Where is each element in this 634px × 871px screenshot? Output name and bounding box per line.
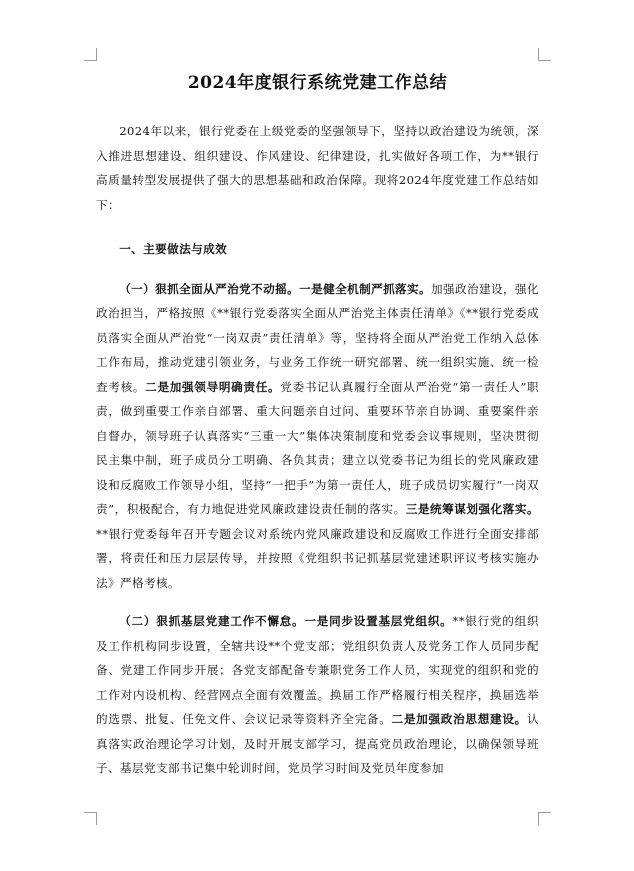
page-corner-mark-top-right	[538, 48, 551, 61]
section-1-sub-2: 二是加强领导明确责任。	[145, 379, 281, 394]
section-2-paragraph	[96, 609, 539, 781]
section-1-text-3: **银行党委每年召开专题会议对系统内党风廉政建设和反腐败工作进行全面安排部署，将责任和压力层层传导，并按照《党组织书记抓基层党建述职评议考核实施办法》严格考核。	[96, 526, 539, 590]
document-title: 2024年度银行系统党建工作总结	[187, 73, 448, 93]
page-corner-mark-bottom-right	[538, 812, 551, 825]
document-page	[96, 64, 539, 795]
section-1-paragraph	[96, 277, 539, 596]
section-2-text-1: **银行党的组织及工作机构同步设置，全辖共设**个党支部；党组织负责人及党务工作人员同步配备、党建工作同步开展；各党支部配备专兼职党务工作人员，实现党的组织和党的工作对内设机构、经营网点全面有效覆盖。换届工作严格履行相关程序，换届选举的选票、批复、任免文件、会议记录等资料齐全完备。	[96, 614, 539, 726]
intro-paragraph: 2024年以来，银行党委在上级党委的坚强领导下，坚持以政治建设为统领，深入推进思想建设、组织建设、作风建设、纪律建设，扎实做好各项工作，为**银行高质量转型发展提供了强大的思想基础和政治保障。现将2024年度党建工作总结如下：	[96, 124, 539, 212]
page-corner-mark-top-left	[84, 48, 97, 61]
section-1-text-2: 党委书记认真履行全面从严治党“第一责任人”职责，做到重要工作亲自部署、重大问题亲自过问、重要环节亲自协调、重要案件亲自督办，领导班子认真落实“三重一大”集体决策制度和党委会议事规则，坚决贯彻民主集中制，班子成员分工明确、各负其责；建立以党委书记为组长的党风廉政建设和反腐败工作领导小组，坚持“一把手”为第一责任人，班子成员切实履行“一岗双责”，积极配合，有力地促进党风廉政建设责任制的落实。	[96, 379, 539, 516]
section-1-sub-3: 三是统筹谋划强化落实。	[405, 502, 539, 516]
page-corner-mark-bottom-left	[84, 812, 97, 825]
heading-main-practices: 一、主要做法与成效	[119, 242, 228, 256]
section-2-sub-2: 二是加强政治思想建设。	[391, 712, 528, 726]
section-1-sub-1: 一是健全机制严抓落实。	[299, 281, 432, 296]
section-2-text-2: 认真落实政治理论学习计划，及时开展支部学习，提高党员政治理论，以确保领导班子、基层党支部书记集中轮训时间，党员学习时间及党员年度参加	[96, 712, 540, 775]
section-2-lead: （二）狠抓基层党建工作不懈怠。	[119, 614, 305, 628]
section-1-text-1: 加强政治建设，强化政治担当，严格按照《**银行党委落实全面从严治党主体责任清单》《**银行党委成员落实全面从严治党“一岗双责”责任清单》等，坚持将全面从严治党工作纳入总体工作布局，推动党建引领业务，与业务工作统一研究部署、统一组织实施、统一检查考核。	[96, 281, 539, 394]
section-1-lead: （一）狠抓全面从严治党不动摇。	[119, 281, 300, 296]
section-2-sub-1: 一是同步设置基层党组织。	[304, 614, 453, 628]
